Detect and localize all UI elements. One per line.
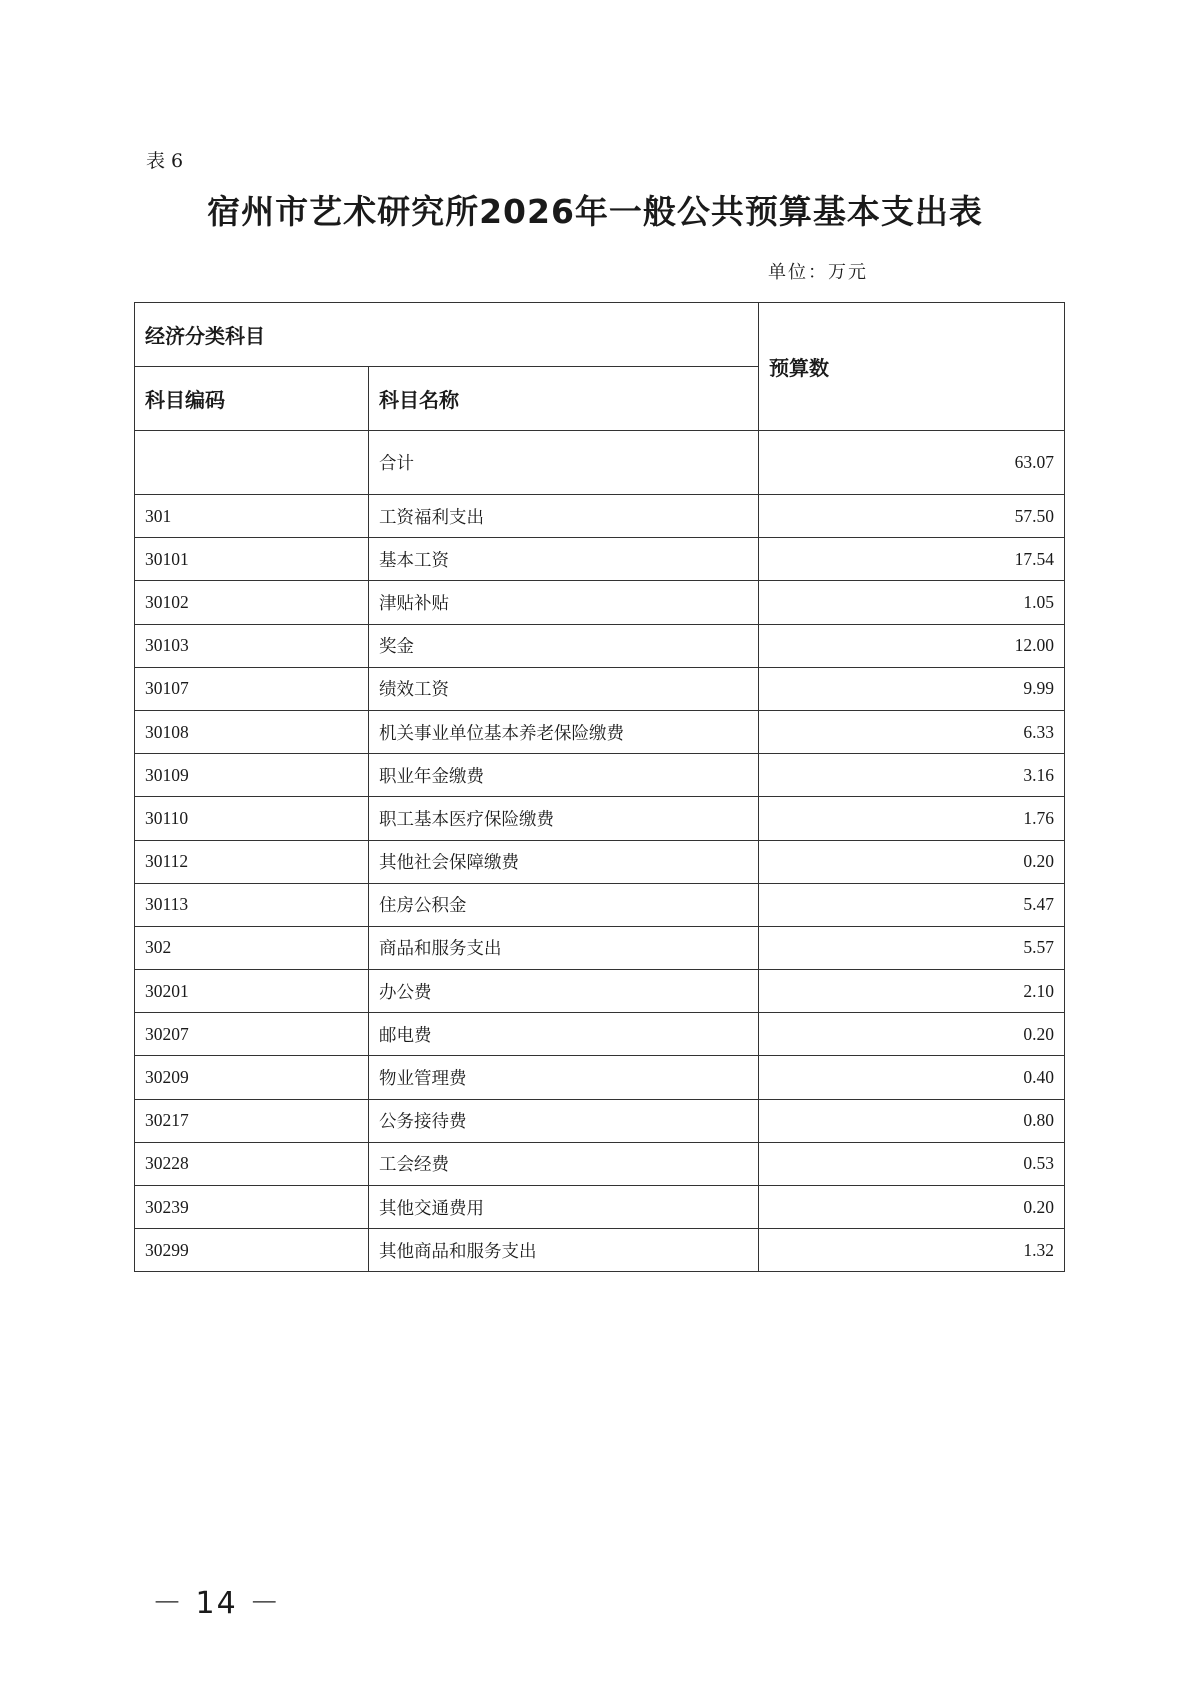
row-name: 职业年金缴费 (369, 754, 759, 797)
table-row (135, 840, 1065, 883)
page-title: 宿州市艺术研究所2026年一般公共预算基本支出表 (207, 192, 983, 231)
row-code: 30299 (135, 1229, 369, 1272)
row-amount: 1.05 (759, 581, 1065, 624)
row-amount: 2.10 (759, 970, 1065, 1013)
row-code: 30209 (135, 1056, 369, 1099)
row-name: 工资福利支出 (369, 495, 759, 538)
table-row (135, 797, 1065, 840)
table-row (135, 1229, 1065, 1272)
table-row (135, 538, 1065, 581)
row-code: 302 (135, 926, 369, 969)
table-label: 表 6 (146, 150, 184, 172)
row-name: 物业管理费 (369, 1056, 759, 1099)
table-row (135, 1186, 1065, 1229)
code-header: 科目编码 (135, 367, 369, 431)
row-code: 30102 (135, 581, 369, 624)
row-name: 办公费 (369, 970, 759, 1013)
row-name: 奖金 (369, 624, 759, 667)
row-code: 30207 (135, 1013, 369, 1056)
table-row (135, 1013, 1065, 1056)
row-name: 邮电费 (369, 1013, 759, 1056)
row-amount: 6.33 (759, 710, 1065, 753)
table-row (135, 926, 1065, 969)
row-amount: 0.40 (759, 1056, 1065, 1099)
name-header: 科目名称 (369, 367, 759, 431)
row-amount: 12.00 (759, 624, 1065, 667)
row-name: 其他交通费用 (369, 1186, 759, 1229)
row-code: 30201 (135, 970, 369, 1013)
row-amount: 57.50 (759, 495, 1065, 538)
total-row (135, 431, 1065, 495)
row-name: 基本工资 (369, 538, 759, 581)
unit-label: 单位：万元 (768, 262, 868, 283)
row-name: 津贴补贴 (369, 581, 759, 624)
row-code: 30113 (135, 883, 369, 926)
row-amount: 0.20 (759, 1186, 1065, 1229)
row-name: 其他社会保障缴费 (369, 840, 759, 883)
row-name: 机关事业单位基本养老保险缴费 (369, 710, 759, 753)
row-amount: 9.99 (759, 667, 1065, 710)
table-row (135, 495, 1065, 538)
row-amount: 5.57 (759, 926, 1065, 969)
row-amount: 17.54 (759, 538, 1065, 581)
group-header: 经济分类科目 (135, 303, 759, 367)
row-name: 公务接待费 (369, 1099, 759, 1142)
row-amount: 0.20 (759, 1013, 1065, 1056)
row-name: 职工基本医疗保险缴费 (369, 797, 759, 840)
amount-header: 预算数 (759, 303, 1065, 431)
table-row (135, 883, 1065, 926)
row-name: 住房公积金 (369, 883, 759, 926)
row-code: 30239 (135, 1186, 369, 1229)
row-name: 绩效工资 (369, 667, 759, 710)
table-row (135, 754, 1065, 797)
total-amount: 63.07 (759, 431, 1065, 495)
total-code (135, 431, 369, 495)
row-code: 30103 (135, 624, 369, 667)
row-code: 30217 (135, 1099, 369, 1142)
table-row (135, 970, 1065, 1013)
row-name: 工会经费 (369, 1142, 759, 1185)
table-row (135, 581, 1065, 624)
table-row (135, 1099, 1065, 1142)
table-row (135, 710, 1065, 753)
table-row (135, 1056, 1065, 1099)
total-name: 合计 (369, 431, 759, 495)
table-row (135, 667, 1065, 710)
row-amount: 0.53 (759, 1142, 1065, 1185)
row-name: 商品和服务支出 (369, 926, 759, 969)
row-amount: 1.32 (759, 1229, 1065, 1272)
row-code: 301 (135, 495, 369, 538)
row-code: 30228 (135, 1142, 369, 1185)
row-code: 30108 (135, 710, 369, 753)
row-code: 30101 (135, 538, 369, 581)
page-number: － 14 － (152, 1586, 282, 1621)
table-row (135, 1142, 1065, 1185)
table-row (135, 624, 1065, 667)
row-code: 30109 (135, 754, 369, 797)
row-amount: 5.47 (759, 883, 1065, 926)
budget-table (134, 302, 1065, 1272)
row-code: 30110 (135, 797, 369, 840)
row-name: 其他商品和服务支出 (369, 1229, 759, 1272)
row-amount: 1.76 (759, 797, 1065, 840)
row-code: 30112 (135, 840, 369, 883)
row-amount: 0.20 (759, 840, 1065, 883)
row-amount: 3.16 (759, 754, 1065, 797)
row-code: 30107 (135, 667, 369, 710)
row-amount: 0.80 (759, 1099, 1065, 1142)
